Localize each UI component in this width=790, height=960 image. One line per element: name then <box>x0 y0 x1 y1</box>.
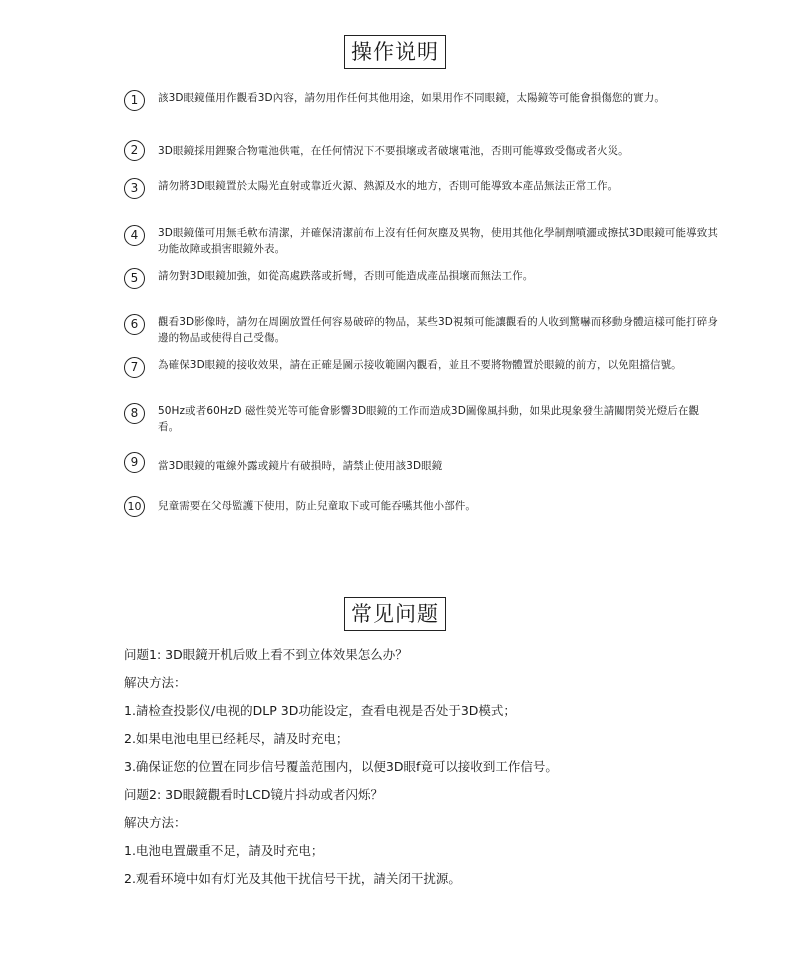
instruction-text: 為確保3D眼鏡的接收效果，請在正確是圖示接收範圍內觀看，並且不要將物體置於眼鏡的前方，以免阻擋信號。 <box>158 359 682 371</box>
instruction-text: 當3D眼鏡的電線外露或鏡片有破損時，請禁止使用該3D眼鏡 <box>158 460 443 472</box>
instruction-text: 3D眼鏡僅可用無毛軟布清潔，并確保清潔前布上沒有任何灰塵及異物，使用其他化學制劑噴灑或擦拭3D眼鏡可能導致其功能故障或損害眼鏡外表。 <box>158 227 718 255</box>
faq-answer-line: 2.观看环境中如有灯光及其他干扰信号干扰，請关闭干扰源。 <box>124 871 461 886</box>
faq-question-2: 问题2: 3D眼鏡觀看时LCD镜片抖动或者闪烁？ <box>124 787 384 802</box>
faq-answer-line: 2.如果电池电里已经耗尽，請及时充电； <box>124 731 349 746</box>
faq-answer-line: 1.电池电置嚴重不足，請及时充电； <box>124 843 324 858</box>
item-number-badge: 10 <box>124 496 145 517</box>
instruction-text: 請勿將3D眼鏡置於太陽光直射或靠近火源、熱源及水的地方，否則可能導致本產品無法正常工作。 <box>158 180 619 192</box>
item-number-badge: 3 <box>124 178 145 199</box>
item-number-badge: 1 <box>124 90 145 111</box>
faq-question-1: 问题1: 3D眼鏡开机后败上看不到立体效果怎么办？ <box>124 647 408 662</box>
item-number-badge: 2 <box>124 140 145 161</box>
instruction-text: 觀看3D影像時，請勿在周圍放置任何容易破碎的物品，某些3D視頻可能讓觀看的人收到驚嚇而移動身體這樣可能打碎身邊的物品或使得自己受傷。 <box>158 316 718 344</box>
item-number-badge: 9 <box>124 452 145 473</box>
faq-answer-line: 1.請检查投影仪/电视的DLP 3D功能设定，查看电视是否处于3D模式； <box>124 703 516 718</box>
instruction-text: 50Hz或者60HzD 磁性熒光等可能會影響3D眼鏡的工作而造成3D圖像風抖動，如果此現象發生請關閉熒光燈后在觀看。 <box>158 405 700 433</box>
faq-title: 常见问题 <box>344 597 446 631</box>
instruction-text: 3D眼鏡採用鋰聚合物電池供電，在任何情況下不要損壞或者破壞電池，否則可能導致受傷或者火災。 <box>158 145 629 157</box>
instruction-text: 請勿對3D眼鏡加強，如從高處跌落或折彎，否則可能造成產品損壞而無法工作。 <box>158 270 534 282</box>
faq-answer-line: 3.确保证您的位置在同步信号覆盖范围内，以便3D眼f竟可以接收到工作信号。 <box>124 759 558 774</box>
item-number-badge: 6 <box>124 314 145 335</box>
instruction-text: 兒童需要在父母監護下使用，防止兒童取下或可能吞嚥其他小部件。 <box>158 500 476 512</box>
faq-solution-label: 解决方法： <box>124 675 187 690</box>
operation-instructions-title: 操作说明 <box>344 35 446 69</box>
item-number-badge: 8 <box>124 403 145 424</box>
item-number-badge: 4 <box>124 225 145 246</box>
instruction-text: 該3D眼鏡僅用作觀看3D內容，請勿用作任何其他用途，如果用作不同眼鏡，太陽鏡等可能會損傷您的實力。 <box>158 92 665 104</box>
faq-solution-label: 解决方法： <box>124 815 187 830</box>
item-number-badge: 5 <box>124 268 145 289</box>
item-number-badge: 7 <box>124 357 145 378</box>
